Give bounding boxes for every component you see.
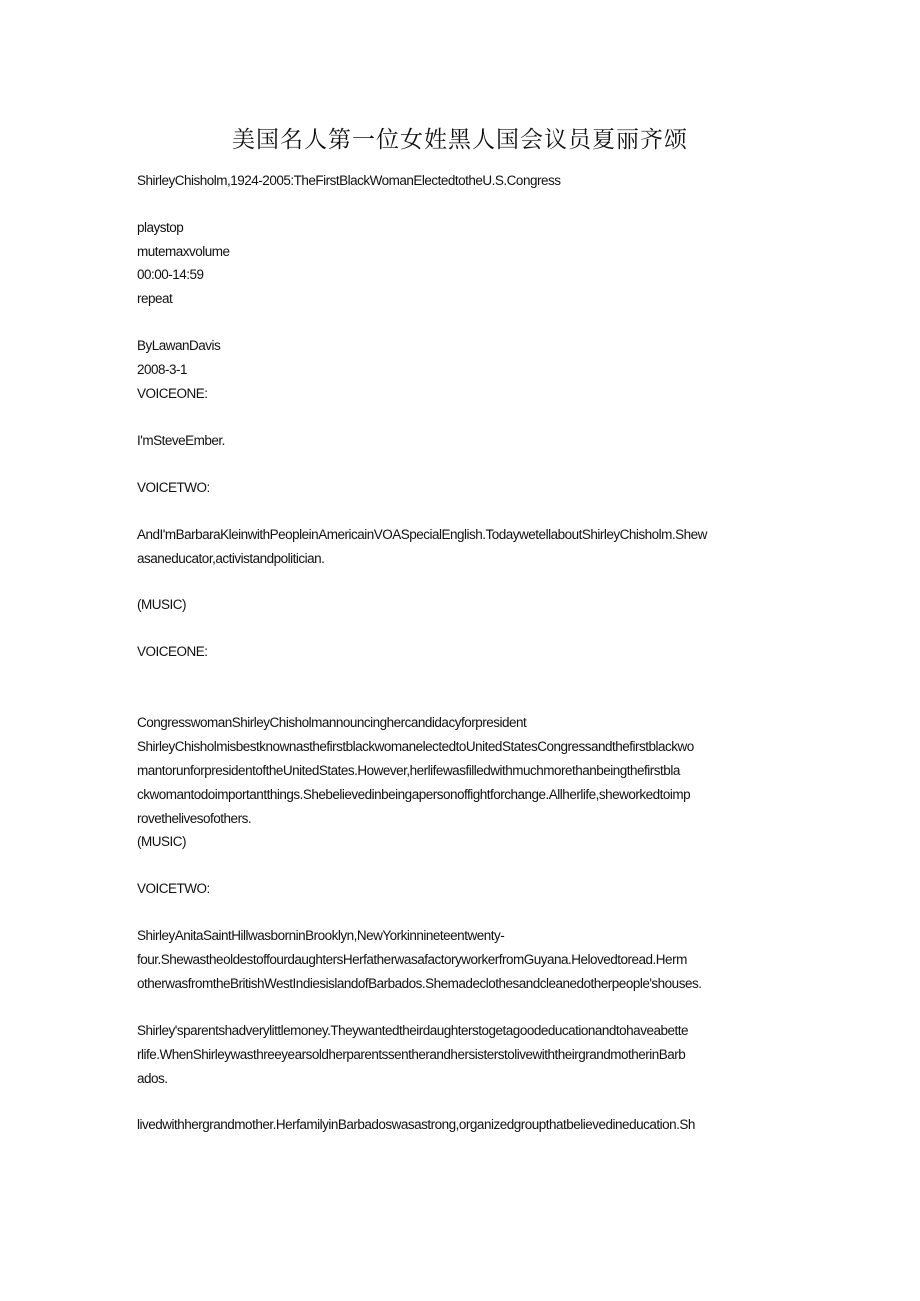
text-line: mantorunforpresidentoftheUnitedStates.However,herlifewasfilledwithmuchmorethanbeingthefirstbla <box>137 763 680 778</box>
music-cue: (MUSIC) <box>137 834 186 849</box>
text-line: otherwasfromtheBritishWestIndiesislandofBarbados.Shemadeclothesandcleanedotherpeople'shouses. <box>137 976 702 991</box>
byline: ByLawanDavis <box>137 338 221 353</box>
text-line: ados. <box>137 1071 168 1086</box>
player-play-stop-text: playstop <box>137 220 184 235</box>
text-line: livedwithhergrandmother.HerfamilyinBarbadoswasastrong,organizedgroupthatbelievedineducation.Sh <box>137 1117 695 1132</box>
speaker-label: VOICETWO: <box>137 881 210 896</box>
text-line: Shirley'sparentshadverylittlemoney.Theywantedtheirdaughterstogetagoodeducationandtohaveabette <box>137 1023 688 1038</box>
speaker-label: VOICEONE: <box>137 644 208 659</box>
text-line: ShirleyChisholmisbestknownasthefirstblackwomanelectedtoUnitedStatesCongressandthefirstblackwo <box>137 739 694 754</box>
player-time-text: 00:00-14:59 <box>137 267 204 282</box>
text-line: rlife.WhenShirleywasthreeyearsoldherparentssentherandhersisterstolivewiththeirgrandmotherinBarb <box>137 1047 686 1062</box>
photo-caption: CongresswomanShirleyChisholmannouncinghercandidacyforpresident <box>137 715 527 730</box>
player-repeat-text: repeat <box>137 291 173 306</box>
subtitle: ShirleyChisholm,1924-2005:TheFirstBlackWomanElectedtotheU.S.Congress <box>137 173 561 188</box>
speaker-label: VOICEONE: <box>137 386 208 401</box>
text-line: asaneducator,activistandpolitician. <box>137 551 325 566</box>
text-line: four.ShewastheoldestoffourdaughtersHerfatherwasafactoryworkerfromGuyana.Helovedtoread.Herm <box>137 952 687 967</box>
date: 2008-3-1 <box>137 362 188 377</box>
player-volume-text: mutemaxvolume <box>137 244 230 259</box>
text-line: ShirleyAnitaSaintHillwasborninBrooklyn,NewYorkinnineteentwenty- <box>137 928 505 943</box>
text-line: rovethelivesofothers. <box>137 811 252 826</box>
text-line: AndI'mBarbaraKleinwithPeopleinAmericainVOASpecialEnglish.TodaywetellaboutShirleyChisholm.Shew <box>137 527 707 542</box>
speaker-label: VOICETWO: <box>137 480 210 495</box>
page-title: 美国名人第一位女姓黑人国会议员夏丽齐颂 <box>232 127 688 153</box>
text-line: I'mSteveEmber. <box>137 433 225 448</box>
music-cue: (MUSIC) <box>137 597 186 612</box>
text-line: ckwomantodoimportantthings.Shebelievedinbeingapersonoffightforchange.Allherlife,sheworkedtoimp <box>137 787 691 802</box>
